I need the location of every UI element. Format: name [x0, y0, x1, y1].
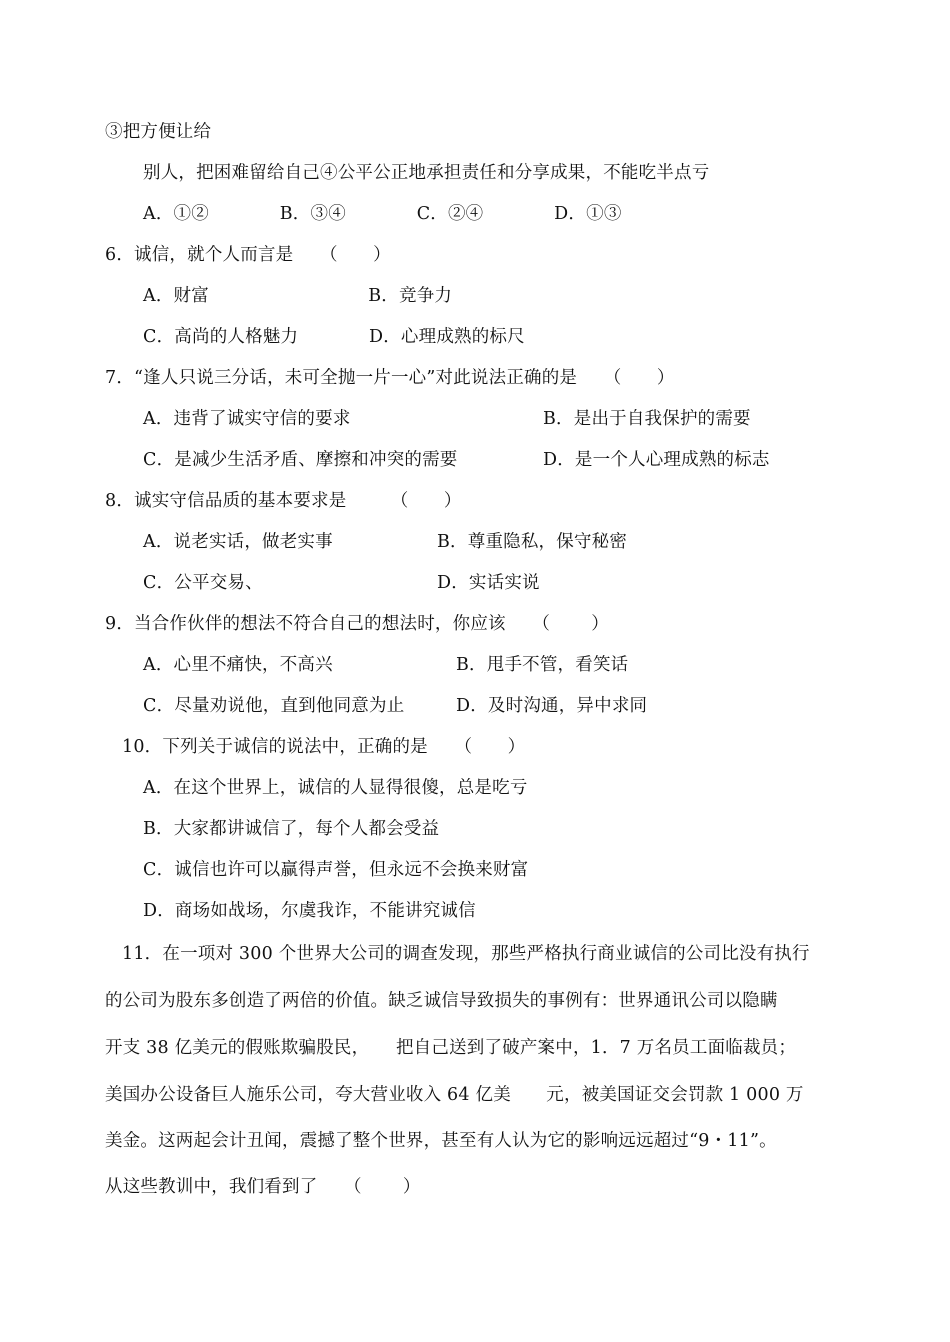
- question-6-stem: 6．诚信，就个人而言是 （ ）: [105, 245, 391, 265]
- question-11-line-2: 的公司为股东多创造了两倍的价值。缺乏诚信导致损失的事例有：世界通讯公司以隐瞒: [105, 991, 778, 1011]
- option-line-3: ③把方便让给: [105, 122, 212, 142]
- question-11-line-5: 美金。这两起会计丑闻，震撼了整个世界，甚至有人认为它的影响远远超过“9・11”。: [105, 1131, 777, 1151]
- question-6-choices-cd: C．高尚的人格魅力 D．心理成熟的标尺: [143, 327, 525, 347]
- question-10-stem: 10．下列关于诚信的说法中，正确的是 （ ）: [122, 737, 526, 757]
- question-7-choice-a: A．违背了诚实守信的要求: [143, 409, 351, 429]
- question-7-choice-b: B．是出于自我保护的需要: [543, 409, 751, 429]
- question-8-choice-a: A．说老实话，做老实事: [143, 532, 333, 552]
- question-7-choice-d: D．是一个人心理成熟的标志: [543, 450, 770, 470]
- question-11-line-3: 开支 38 亿美元的假账欺骗股民， 把自己送到了破产案中，1．7 万名员工面临裁员；: [105, 1038, 797, 1058]
- question-11-line-6: 从这些教训中，我们看到了 （ ）: [105, 1177, 421, 1197]
- question-7-choice-c: C．是减少生活矛盾、摩擦和冲突的需要: [143, 450, 458, 470]
- question-10-choice-a: A．在这个世界上，诚信的人显得很傻，总是吃亏: [143, 778, 528, 798]
- question-10-choice-b: B．大家都讲诚信了，每个人都会受益: [143, 819, 440, 839]
- question-8-stem: 8．诚实守信品质的基本要求是 （ ）: [105, 491, 462, 511]
- question-9-choice-c: C．尽量劝说他，直到他同意为止: [143, 696, 405, 716]
- question-11-line-4: 美国办公设备巨人施乐公司，夸大营业收入 64 亿美 元，被美国证交会罚款 1 000 万: [105, 1085, 804, 1105]
- question-9-stem: 9．当合作伙伴的想法不符合自己的想法时，你应该 （ ）: [105, 614, 609, 634]
- question-9-choice-a: A．心里不痛快，不高兴: [143, 655, 333, 675]
- question-10-choice-c: C．诚信也许可以赢得声誉，但永远不会换来财富: [143, 860, 529, 880]
- question-7-stem: 7．“逢人只说三分话，未可全抛一片一心”对此说法正确的是 （ ）: [105, 368, 675, 388]
- question-9-choice-b: B．甩手不管，看笑话: [456, 655, 629, 675]
- question-6-choices-ab: A．财富 B．竞争力: [143, 286, 453, 306]
- question-5-choices: A．①② B．③④ C．②④ D．①③: [143, 204, 622, 224]
- question-10-choice-d: D．商场如战场，尔虞我诈，不能讲究诚信: [143, 901, 476, 921]
- question-8-choice-d: D．实话实说: [437, 573, 540, 593]
- option-line-continued: 别人，把困难留给自己④公平公正地承担责任和分享成果，不能吃半点亏: [143, 163, 710, 183]
- question-11-line-1: 11．在一项对 300 个世界大公司的调查发现，那些严格执行商业诚信的公司比没有执行: [122, 944, 810, 964]
- question-8-choice-c: C．公平交易、: [143, 573, 263, 593]
- question-9-choice-d: D．及时沟通，异中求同: [456, 696, 648, 716]
- question-8-choice-b: B．尊重隐私，保守秘密: [437, 532, 628, 552]
